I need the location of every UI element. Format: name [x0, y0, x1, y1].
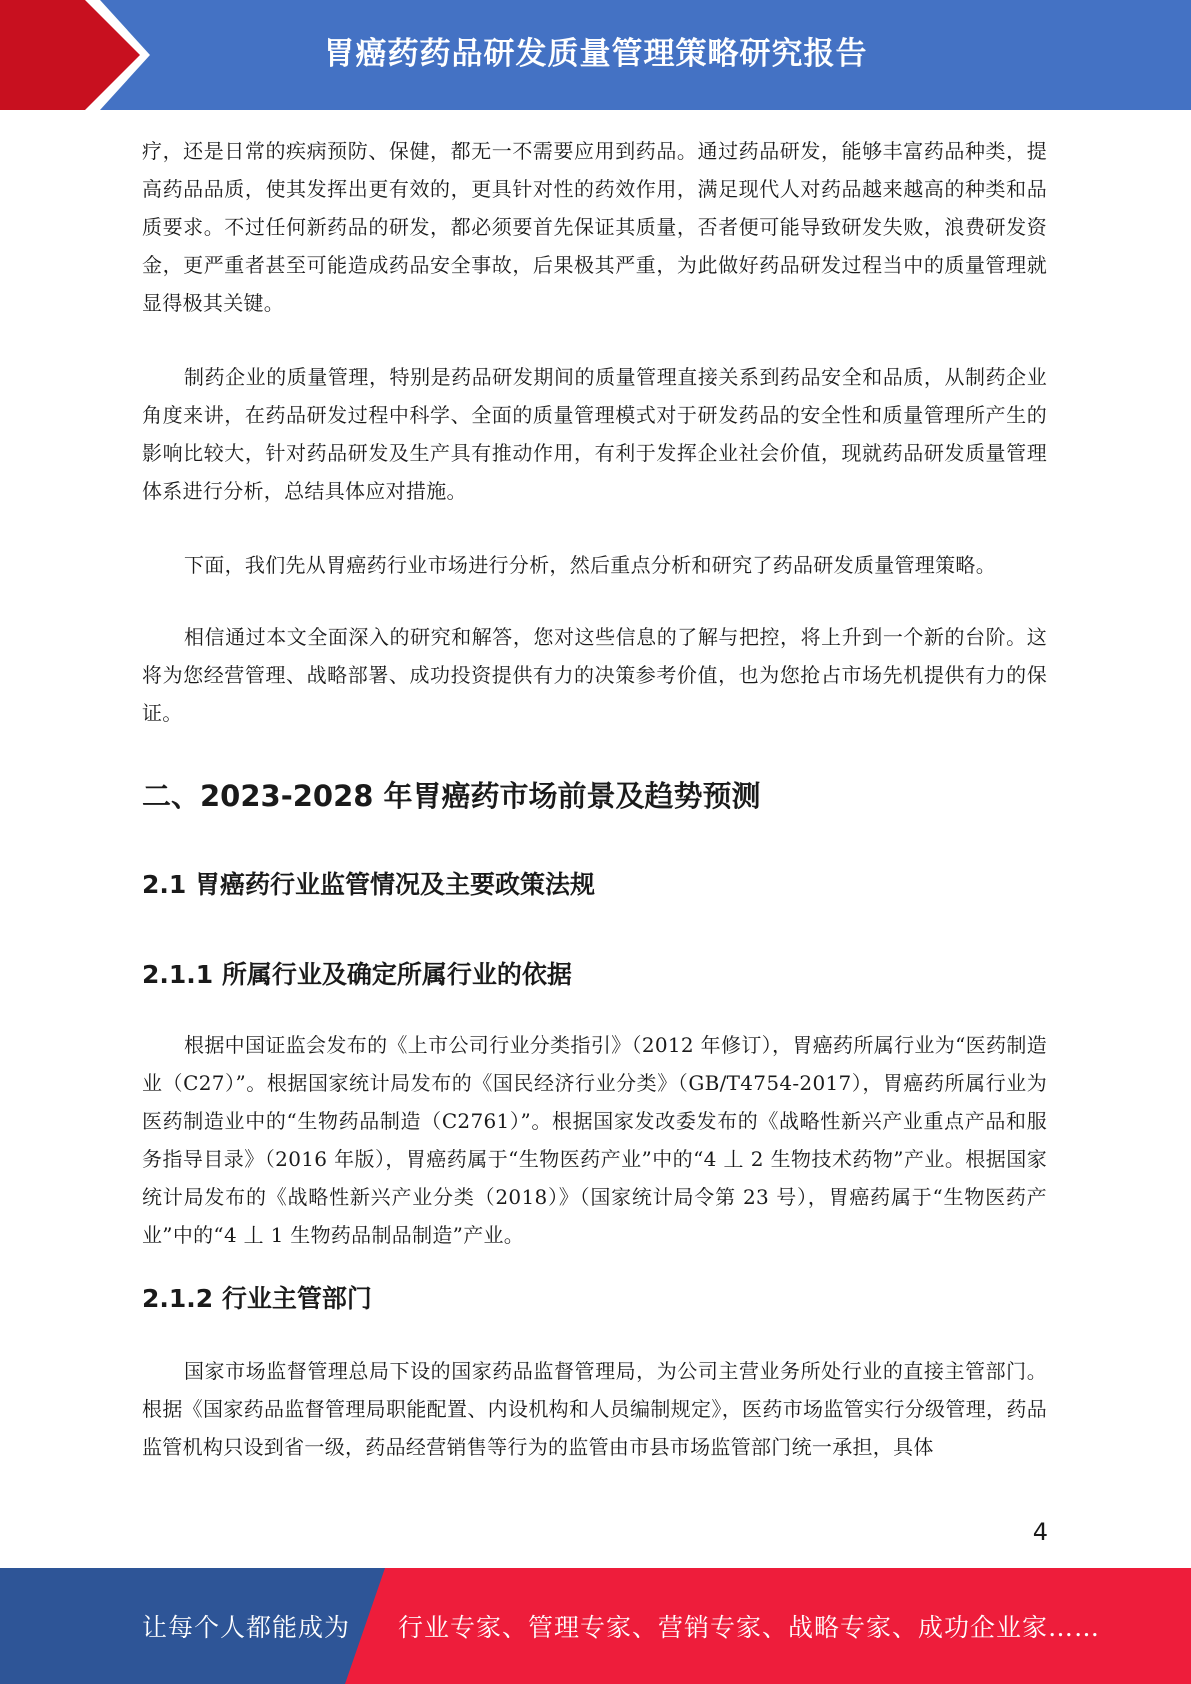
- paragraph-intro-continued: 疗，还是日常的疾病预防、保健，都无一不需要应用到药品。通过药品研发，能够丰富药品种类，提高药品品质，使其发挥出更有效的，更具针对性的药效作用，满足现代人对药品越来越高的种类和品质要求。不过任何新药品的研发，都必须要首先保证其质量，否者便可能导致研发失败，浪费研发资金，更严重者甚至可能造成药品安全事故，后果极其严重，为此做好药品研发过程当中的质量管理就显得极其关键。: [142, 139, 1047, 315]
- header-banner: [0, 0, 1191, 110]
- document-body: [142, 132, 1047, 1502]
- paragraph-industry-basis: 根据中国证监会发布的《上市公司行业分类指引》（2012 年修订），胃癌药所属行业为“医药制造业（C27）”。根据国家统计局发布的《国民经济行业分类》（GB/T4754-2017），胃癌药所属行业为医药制造业中的“生物药品制造（C2761）”。根据国家发改委发布的《战略性新兴产业重点产品和服务指导目录》（2016 年版），胃癌药属于“生物医药产业”中的“4 丄 2 生物技术药物”产业。根据国家统计局发布的《战略性新兴产业分类（2018）》（国家统计局令第 23 号），胃癌药属于“生物医药产业”中的“4 丄 1 生物药品制品制造”产业。: [142, 1033, 1047, 1247]
- section-heading-2: 二、2023-2028 年胃癌药市场前景及趋势预测: [142, 779, 761, 813]
- paragraph-value: 相信通过本文全面深入的研究和解答，您对这些信息的了解与把控，将上升到一个新的台阶。这将为您经营管理、战略部署、成功投资提供有力的决策参考价值，也为您抢占市场先机提供有力的保证。: [142, 625, 1047, 725]
- document-title: 胃癌药药品研发质量管理策略研究报告: [323, 35, 868, 72]
- footer-slogan-left: 让每个人都能成为: [142, 1613, 351, 1642]
- footer-slogan-right: 行业专家、管理专家、营销专家、战略专家、成功企业家……: [398, 1613, 1101, 1642]
- paragraph-regulator: 国家市场监督管理总局下设的国家药品监督管理局，为公司主营业务所处行业的直接主管部门。根据《国家药品监督管理局职能配置、内设机构和人员编制规定》，医药市场监管实行分级管理，药品监管机构只设到省一级，药品经营销售等行为的监管由市县市场监管部门统一承担，具体: [142, 1359, 1047, 1459]
- paragraph-overview: 下面，我们先从胃癌药行业市场进行分析，然后重点分析和研究了药品研发质量管理策略。: [184, 553, 996, 577]
- page-number: 4: [1032, 1518, 1048, 1546]
- paragraph-quality-management: 制药企业的质量管理，特别是药品研发期间的质量管理直接关系到药品安全和品质，从制药企业角度来讲，在药品研发过程中科学、全面的质量管理模式对于研发药品的安全性和质量管理所产生的影响比较大，针对药品研发及生产具有推动作用，有利于发挥企业社会价值，现就药品研发质量管理体系进行分析，总结具体应对措施。: [142, 365, 1047, 503]
- subsection-heading-2-1: 2.1 胃癌药行业监管情况及主要政策法规: [142, 870, 595, 899]
- subsection-heading-2-1-2: 2.1.2 行业主管部门: [142, 1284, 372, 1313]
- subsection-heading-2-1-1: 2.1.1 所属行业及确定所属行业的依据: [142, 960, 572, 989]
- footer-banner: [0, 1568, 1191, 1684]
